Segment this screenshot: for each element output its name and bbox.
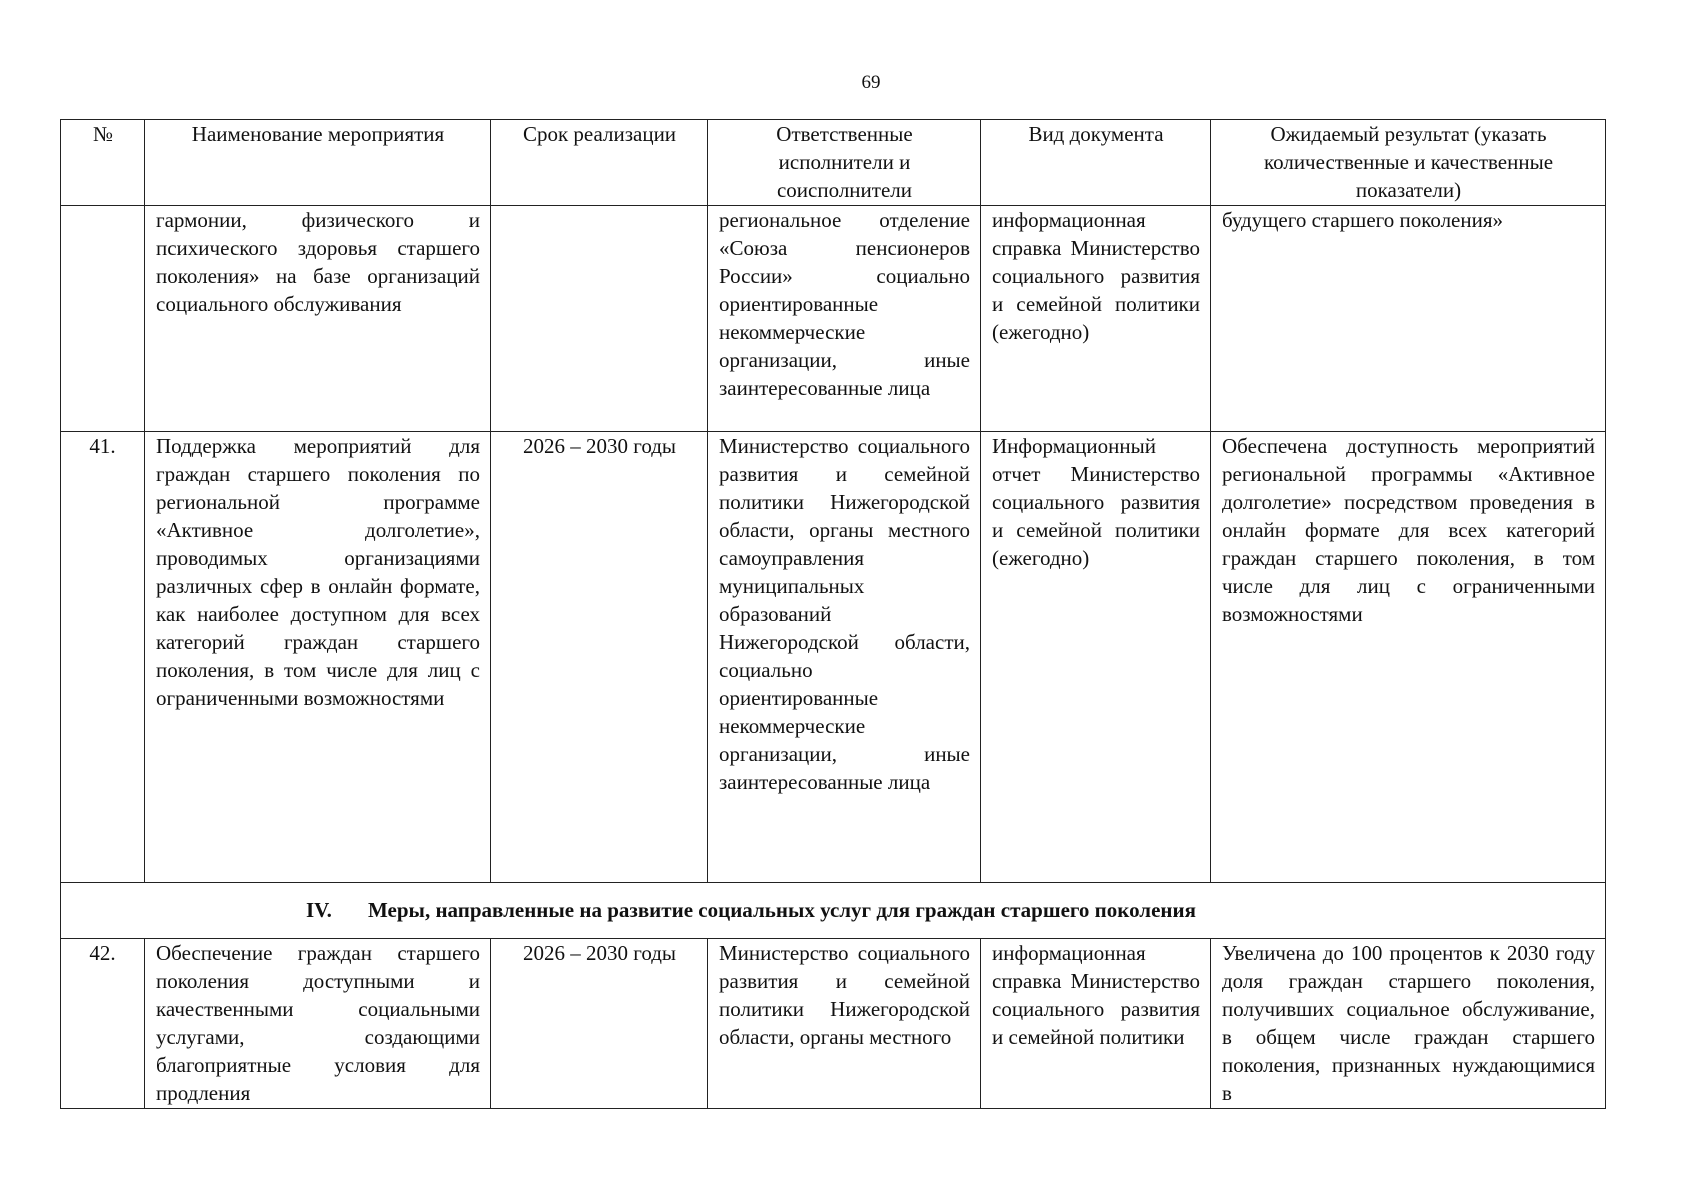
table-row	[61, 431, 1606, 882]
section-title: Меры, направленные на развитие социальных услуг для граждан старшего поколения	[368, 898, 1196, 923]
header-number: №	[61, 120, 145, 206]
row-period: 2026 – 2030 годы	[491, 938, 708, 1108]
row-responsible: региональное отделение «Союза пенсионеров России» социально ориентированные некоммерческие организации, иные заинтересованные лица	[708, 206, 981, 431]
header-responsible: Ответственные исполнители и соисполнители	[708, 120, 981, 206]
row-number	[61, 206, 145, 431]
header-name: Наименование мероприятия	[145, 120, 491, 206]
table-row	[61, 938, 1606, 1108]
table-header-row	[61, 120, 1606, 206]
row-responsible: Министерство социального развития и семейной политики Нижегородской области, органы местного	[708, 938, 981, 1108]
header-result: Ожидаемый результат (указать количественные и качественные показатели)	[1211, 120, 1606, 206]
row-document: Информационный отчет Министерство социального развития и семейной политики (ежегодно)	[981, 431, 1211, 882]
row-number: 42.	[61, 938, 145, 1108]
row-name: гармонии, физического и психического здоровья старшего поколения» на базе организаций социального обслуживания	[145, 206, 491, 431]
row-result: будущего старшего поколения»	[1211, 206, 1606, 431]
row-result: Увеличена до 100 процентов к 2030 году доля граждан старшего поколения, получивших социальное обслуживание, в общем числе граждан старшего поколения, признанных нуждающимися в	[1211, 938, 1606, 1108]
row-document: информационная справка Министерство социального развития и семейной политики (ежегодно)	[981, 206, 1211, 431]
header-document: Вид документа	[981, 120, 1211, 206]
row-name: Обеспечение граждан старшего поколения доступными и качественными социальными услугами, создающими благоприятные условия для продления	[145, 938, 491, 1108]
row-responsible: Министерство социального развития и семейной политики Нижегородской области, органы местного самоуправления муниципальных образований Нижегородской области, социально ориентированные некоммерческие организации, иные заинтересованные лица	[708, 431, 981, 882]
measures-table	[60, 119, 1606, 1109]
row-name: Поддержка мероприятий для граждан старшего поколения по региональной программе «Активное долголетие», проводимых организациями различных сфер в онлайн формате, как наиболее доступном для всех категорий граждан старшего поколения, в том числе для лиц с ограниченными возможностями	[145, 431, 491, 882]
section-heading-row	[61, 882, 1606, 938]
section-roman-numeral: IV.	[306, 898, 332, 923]
table-row	[61, 206, 1606, 431]
section-heading	[61, 882, 1606, 938]
page-number: 69	[861, 72, 881, 93]
row-period: 2026 – 2030 годы	[491, 431, 708, 882]
header-period: Срок реализации	[491, 120, 708, 206]
row-result: Обеспечена доступность мероприятий региональной программы «Активное долголетие» посредством проведения в онлайн формате для всех категорий граждан старшего поколения, в том числе для лиц с ограниченными возможностями	[1211, 431, 1606, 882]
row-document: информационная справка Министерство социального развития и семейной политики	[981, 938, 1211, 1108]
row-number: 41.	[61, 431, 145, 882]
row-period	[491, 206, 708, 431]
